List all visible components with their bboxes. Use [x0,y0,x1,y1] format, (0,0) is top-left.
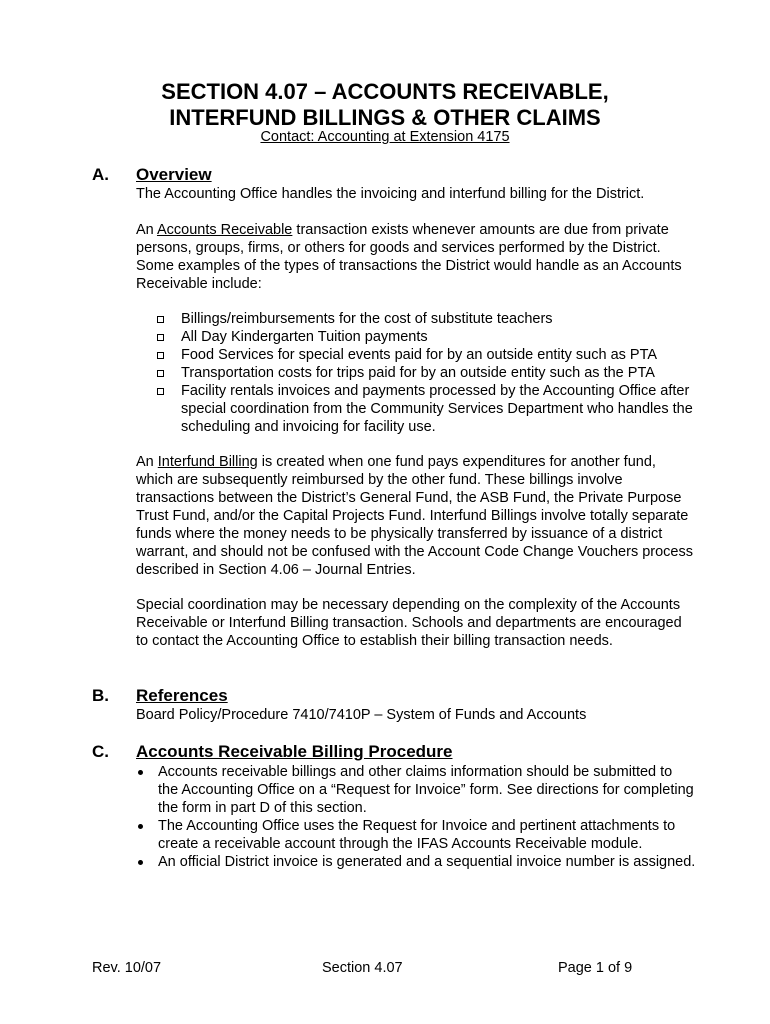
list-item-text: Food Services for special events paid for by an outside entity such as PTA [181,347,658,363]
list-item-text: Accounts receivable billings and other claims information should be submitted to the Accounting Office on a “Request for Invoice” form. See directions for completing the form in part D of this section. [158,764,694,816]
billing-procedure-list [136,763,696,871]
list-item [136,328,696,346]
ar-rest: transaction exists whenever amounts are due from private persons, groups, firms, or others for goods and services performed by the District. Some examples of the types of transactions the District would handle as an Accounts Receivable include: [136,222,682,292]
list-item [136,310,696,328]
contact-line: Contact: Accounting at Extension 4175 [260,129,510,145]
page-title-line2: INTERFUND BILLINGS & OTHER CLAIMS [169,105,601,130]
footer-page-number: Page 1 of 9 [558,960,633,976]
bullet-icon [138,860,143,865]
list-item-text: Facility rentals invoices and payments processed by the Accounting Office after special coordination from the Community Services Department who handles the scheduling and invoicing for facility use. [181,383,693,435]
list-item-text: Transportation costs for trips paid for by an outside entity such as the PTA [181,365,655,381]
bullet-icon [138,770,143,775]
list-item [136,364,696,382]
footer-revision: Rev. 10/07 [92,960,162,976]
list-item-text: An official District invoice is generated and a sequential invoice number is assigned. [158,854,696,870]
section-a-heading: Overview [136,165,212,184]
ar-prefix: An [136,222,157,238]
section-c-heading: Accounts Receivable Billing Procedure [136,742,453,761]
list-item [136,763,696,817]
list-item [136,346,696,364]
page-title-line1: SECTION 4.07 – ACCOUNTS RECEIVABLE, [161,79,609,104]
references-text: Board Policy/Procedure 7410/7410P – System of Funds and Accounts [136,707,587,723]
section-b-letter: B. [92,686,109,705]
section-a-letter: A. [92,165,109,184]
ib-term: Interfund Billing [157,454,258,470]
list-item [136,382,696,436]
ib-rest: is created when one fund pays expenditures for another fund, which are subsequently reimbursed by the other fund. These billings involve transactions between the District’s General Fund, the ASB Fund, the Private Purpose Trust Fund, and/or the Capital Projects Fund. Interfund Billings involve totally separate funds where the money needs to be physically transferred by issuance of a district warrant, and should not be confused with the Account Code Change Vouchers process described in Section 4.06 – Journal Entries. [136,454,693,578]
footer-section: Section 4.07 [322,960,403,976]
list-item-text: Billings/reimbursements for the cost of substitute teachers [181,311,553,327]
overview-intro: The Accounting Office handles the invoicing and interfund billing for the District. [136,186,645,202]
list-item [136,853,696,871]
coordination-paragraph: Special coordination may be necessary depending on the complexity of the Accounts Receivable or Interfund Billing transaction. Schools and departments are encouraged to contact the Accounting Office to establish their billing transaction needs. [136,597,682,649]
square-bullet-icon [157,352,164,359]
interfund-billing-paragraph [136,453,696,579]
bullet-icon [138,824,143,829]
section-c-letter: C. [92,742,109,761]
square-bullet-icon [157,388,164,395]
list-item-text: All Day Kindergarten Tuition payments [181,329,428,345]
square-bullet-icon [157,370,164,377]
list-item-text: The Accounting Office uses the Request for Invoice and pertinent attachments to create a receivable account through the IFAS Accounts Receivable module. [158,818,676,852]
square-bullet-icon [157,316,164,323]
ib-prefix: An [136,454,158,470]
square-bullet-icon [157,334,164,341]
section-b-heading: References [136,686,228,705]
accounts-receivable-paragraph [136,221,696,293]
ar-examples-list [136,310,696,436]
ar-term: Accounts Receivable [156,222,293,238]
list-item [136,817,696,853]
